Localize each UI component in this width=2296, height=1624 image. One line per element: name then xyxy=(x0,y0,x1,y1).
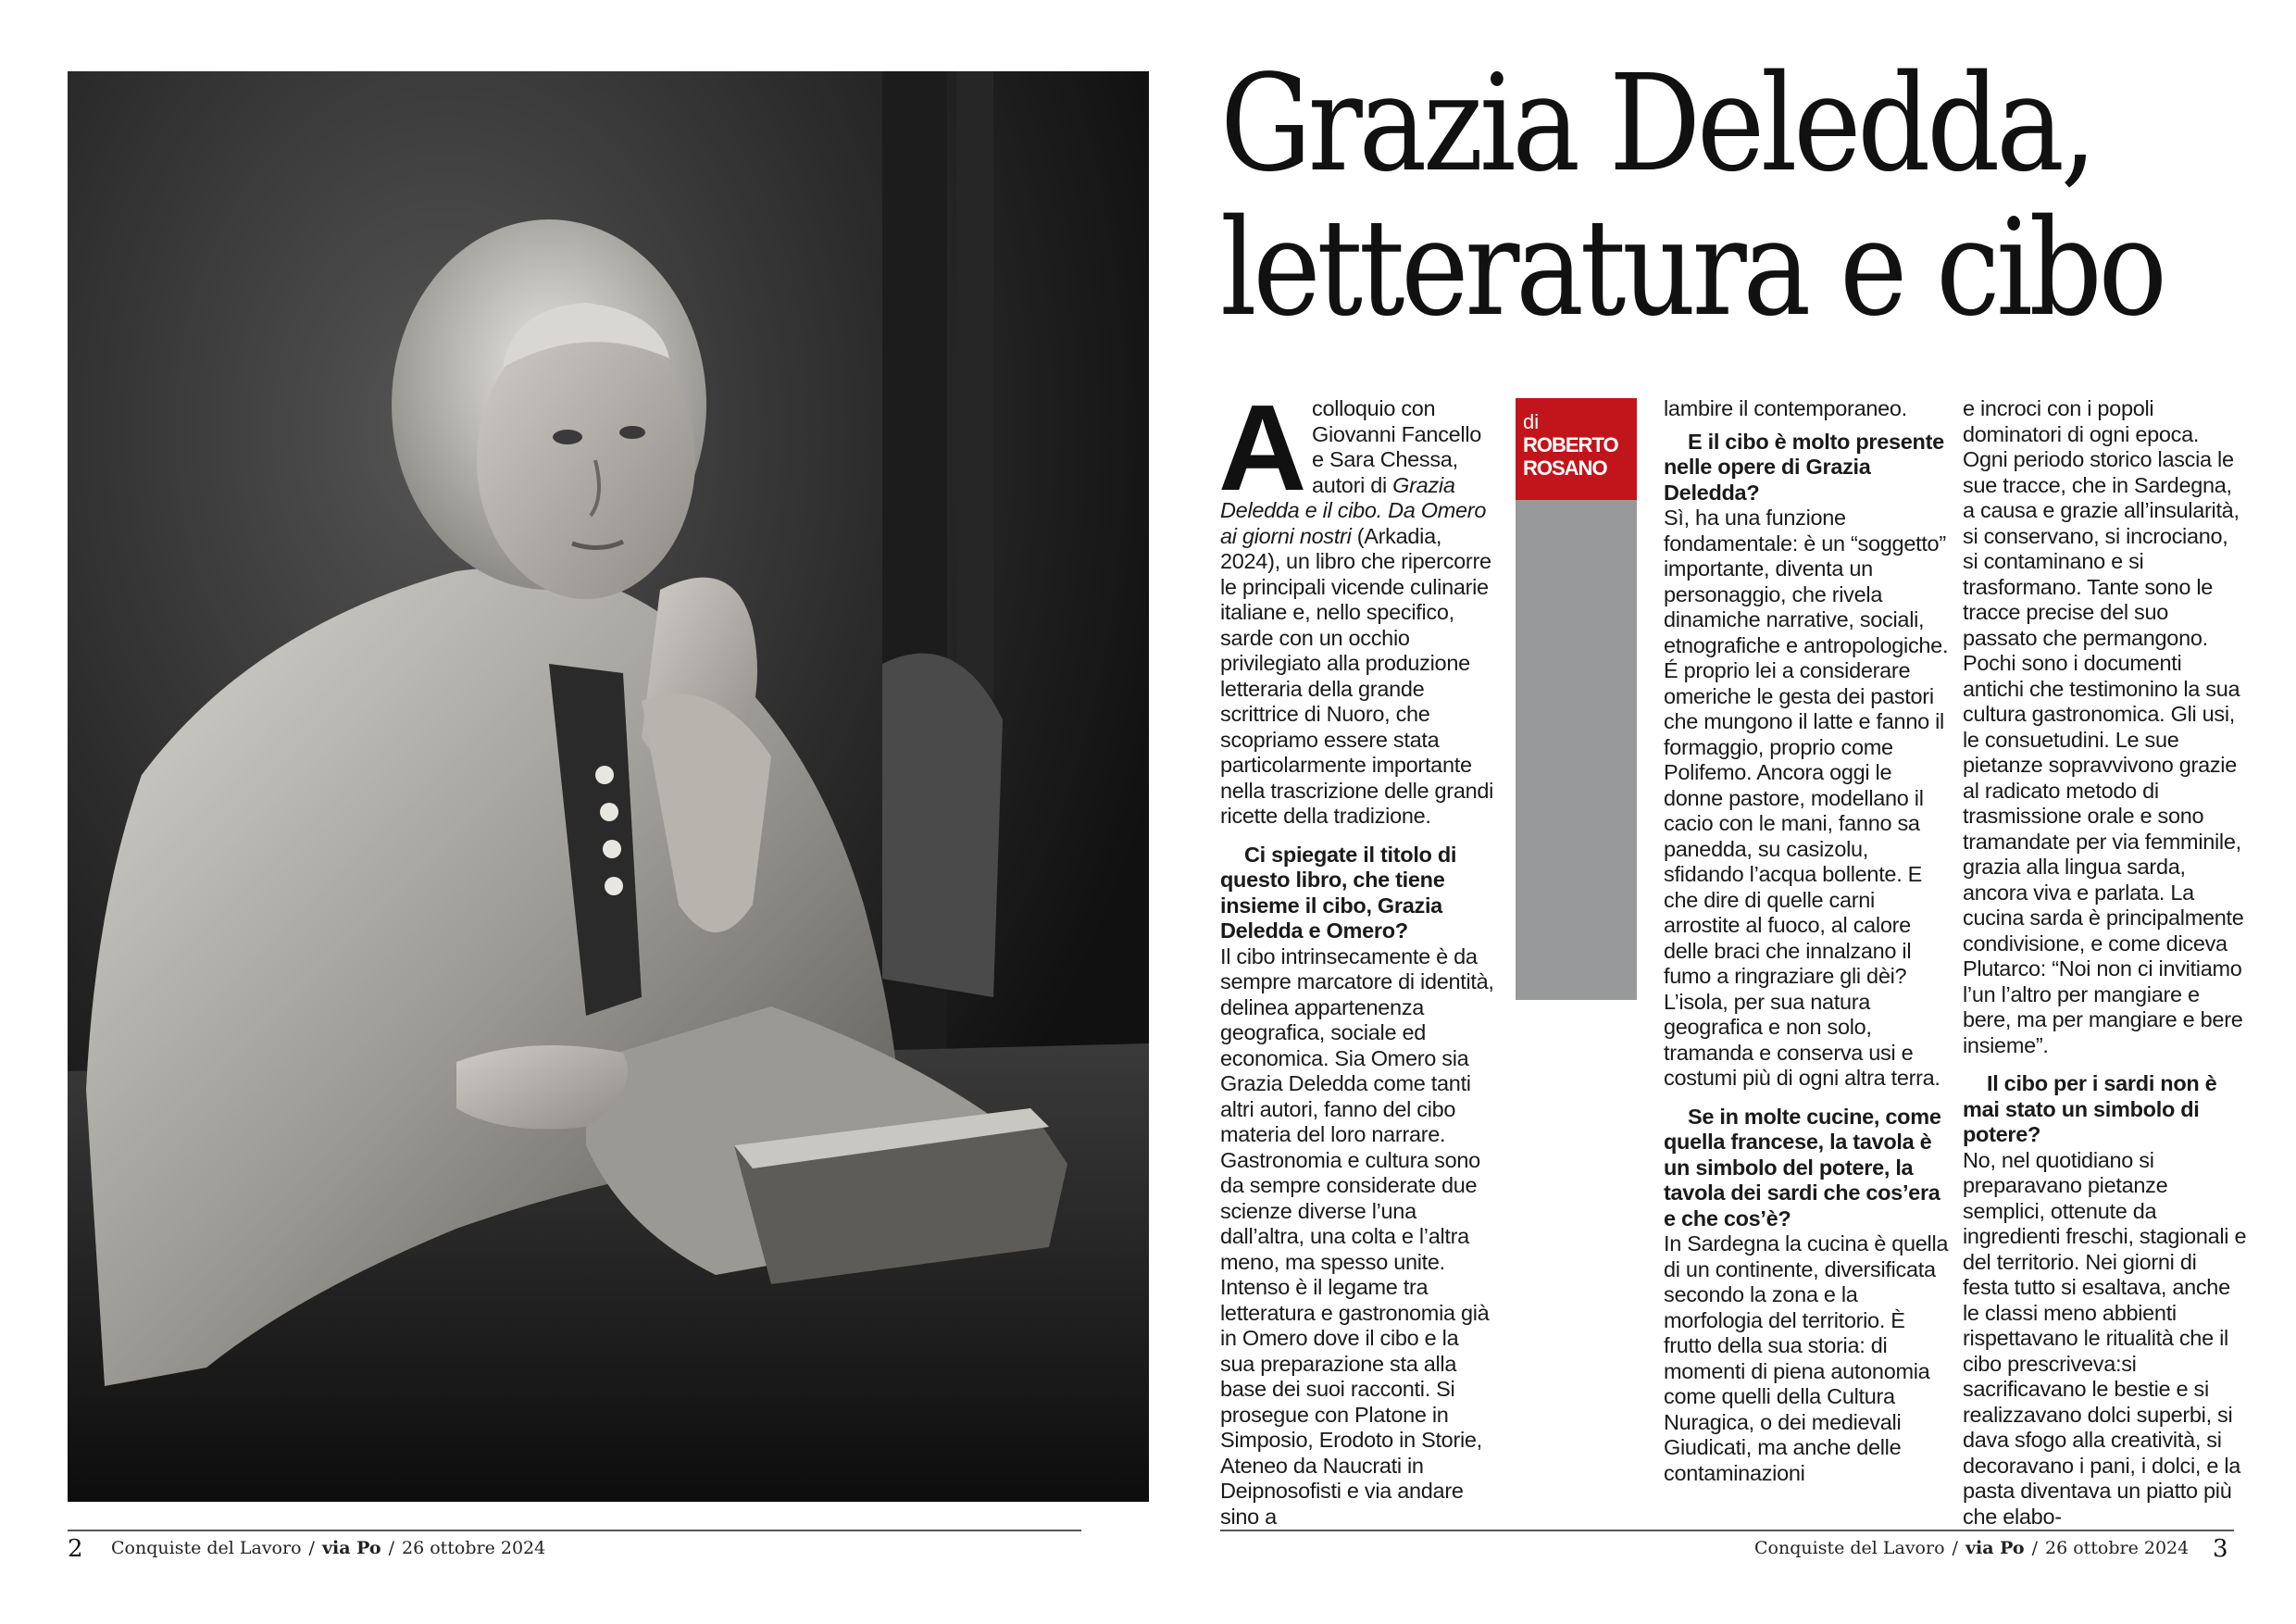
intro-paragraph xyxy=(1218,380,1498,830)
answer-2: Sì, ha una funzione fondamentale: è un “soggetto” importante, diventa un personaggio, che rivela dinamiche narrative, sociali, etnografiche e antropologiche. É proprio lei a considerare omeriche le gesta dei pastori che mungono il latte e fanno il formaggio, proprio come Polifemo. Ancora oggi le donne pastore, modellano il cacio con le mani, fanno sa panedda, su casizolu, sfidando l’acqua bollente. E che dire di quelle carni arrostite al fuoco, al calore delle braci che innalzano il fumo a ringraziare gli dèi? L’isola, per sua natura geografica e non solo, tramanda e conserva usi e costumi più di ogni altra terra. xyxy=(1664,506,1949,1090)
article-column-3 xyxy=(1963,396,2248,1530)
page-number-right: 3 xyxy=(2213,1535,2228,1563)
footer-separator: / xyxy=(388,1538,394,1558)
footer-date: 26 ottobre 2024 xyxy=(401,1538,546,1558)
byline-prefix: di xyxy=(1523,410,1540,433)
byline-box xyxy=(1516,398,1637,1000)
question-2: E il cibo è molto presente nelle opere di Grazia Deledda? xyxy=(1664,429,1944,505)
answer-3-continued: e incroci con i popoli dominatori di ogni epoca. Ogni periodo storico lascia le sue tracce, che in Sardegna, a causa e grazie all’insularità, si conservano, si incrociano, si contaminano e si trasformano. Tante sono le tracce precise del suo passato che permangono. Pochi sono i documenti antichi che testimonino la sua cultura gastronomica. Gli usi, le consuetudini. Le sue pietanze sopravvivono grazie al radicato metodo di trasmissione orale e sono tramandate per via femminile, grazia alla lingua sarda, ancora viva e parlata. La cucina sarda è principalmente condivisione, e come diceva Plutarco: “Noi non ci invitiamo l’un l’altro per mangiare e bere, ma per mangiare e bere insieme”. xyxy=(1963,396,2244,1057)
intro-text-a: colloquio con Giovanni Fancello e Sara Chessa, autori di xyxy=(1312,396,1482,497)
footer-right xyxy=(1754,1538,2189,1558)
footer-section: via Po xyxy=(321,1538,381,1558)
footer-publication: Conquiste del Lavoro xyxy=(111,1538,302,1558)
byline-label xyxy=(1516,398,1637,500)
footer-rule-right xyxy=(1220,1530,2234,1531)
portrait-illustration xyxy=(68,71,1149,1502)
footer-publication: Conquiste del Lavoro xyxy=(1754,1538,1945,1558)
footer-section: via Po xyxy=(1965,1538,2025,1558)
article-column-2 xyxy=(1664,396,1953,1486)
headline xyxy=(1220,45,2164,345)
question-1: Ci spiegate il titolo di questo libro, che tiene insieme il cibo, Grazia Deledda e Omero? xyxy=(1220,842,1457,943)
book-title: Grazia Deledda e il cibo. Da Omero ai giorni nostri xyxy=(1220,472,1487,548)
answer-1: Il cibo intrinsecamente è da sempre marcatore di identità, delinea appartenenza geografica, sociale ed economica. Sia Omero sia Grazia Deledda come tanti altri autori, fanno del cibo materia del loro narrare. Gastronomia e cultura sono da sempre considerate due scienze diverse l’una dall’altra, una colta e l’altra meno, ma spesso unite. Intenso è il legame tra letteratura e gastronomia già in Omero dove il cibo e la sua preparazione sta alla base dei suoi racconti. Si prosegue con Platone in Simposio, Erodoto in Storie, Ateneo da Naucrati in Deipnosofisti e via andare sino a xyxy=(1220,943,1494,1529)
footer-separator: / xyxy=(2031,1538,2038,1558)
footer-date: 26 ottobre 2024 xyxy=(2044,1538,2190,1558)
answer-3: In Sardegna la cucina è quella di un continente, diversificata secondo la zona e la morfologia del territorio. È frutto della sua storia: di momenti di piena autonomia come quelli della Cultura Nuragica, o dei medievali Giudicati, ma anche delle contaminazioni xyxy=(1664,1231,1949,1485)
footer-rule-left xyxy=(68,1530,1081,1531)
answer-1-continued: lambire il contemporaneo. xyxy=(1664,396,1907,420)
byline-author-first: ROBERTO xyxy=(1523,433,1618,456)
footer-left xyxy=(111,1538,545,1558)
question-3: Se in molte cucine, come quella francese, la tavola è un simbolo del potere, la tavola dei sardi che cos’era e che cos’è? xyxy=(1664,1104,1941,1230)
article-column-1 xyxy=(1218,380,1498,1530)
intro-text-b: (Arkadia, 2024), un libro che ripercorre le principali vicende culinarie italiane e, nello specifico, sarde con un occhio privilegiato alla produzione letteraria della grande scrittrice di Nuoro, che scopriamo essere stata particolarmente importante nella trascrizione delle grandi ricette della tradizione. xyxy=(1220,523,1494,828)
author-photo xyxy=(68,71,1149,1502)
headline-line-1: Grazia Deledda, xyxy=(1220,45,2093,201)
question-4: Il cibo per i sardi non è mai stato un simbolo di potere? xyxy=(1963,1071,2217,1146)
byline-author-last: ROSANO xyxy=(1523,456,1607,480)
headline-line-2: letteratura e cibo xyxy=(1220,190,2164,345)
answer-4: No, nel quotidiano si preparavano pietanze semplici, ottenute da ingredienti freschi, stagionali e del territorio. Nei giorni di festa tutto si esaltava, anche le classi meno abbienti rispettavano le ritualità che il cibo prescriveva:si sacrificavano le bestie e si realizzavano dolci superbi, si dava sfogo alla creatività, si decoravano i pani, i dolci, e la pasta diventava un piatto più che elabo- xyxy=(1963,1147,2247,1529)
page-number-left: 2 xyxy=(68,1535,83,1563)
footer-separator: / xyxy=(308,1538,315,1558)
dropcap: A xyxy=(1218,380,1307,516)
footer-separator: / xyxy=(1952,1538,1958,1558)
